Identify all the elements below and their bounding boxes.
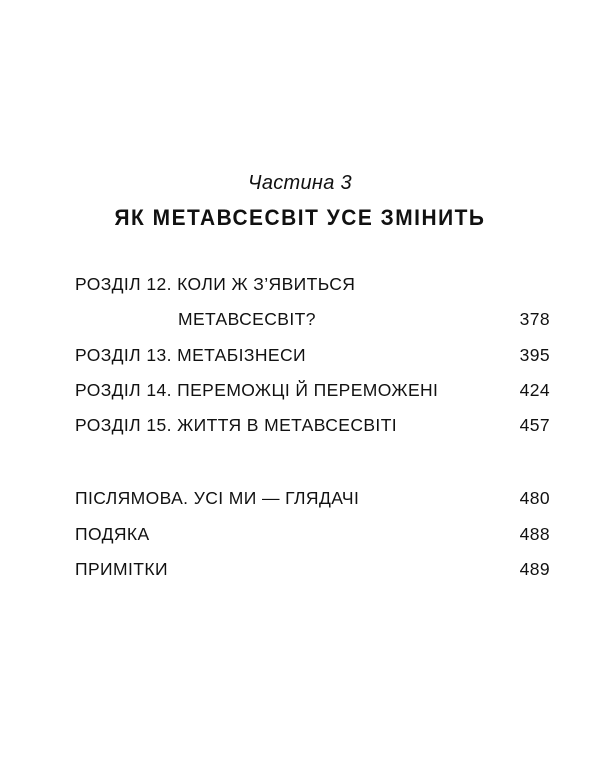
toc-entry-page: 378 (519, 309, 550, 329)
toc-entry-page: 480 (519, 488, 550, 508)
toc-entry-chapter-12-continued (75, 306, 550, 332)
toc-entry-notes (75, 556, 550, 582)
toc-entry-chapter-12 (75, 271, 550, 297)
toc-entry-title: РОЗДІЛ 12. КОЛИ Ж З’ЯВИТЬСЯ (75, 274, 356, 294)
toc-entry-chapter-14 (75, 377, 550, 403)
toc-entry-chapter-15 (75, 412, 550, 438)
toc-entry-title: ПРИМІТКИ (75, 559, 168, 579)
toc-entry-acknowledgements (75, 521, 550, 547)
part-title: ЯК МЕТАВСЕСВІТ УСЕ ЗМІНИТЬ (114, 205, 486, 230)
toc-entry-chapter-13 (75, 342, 550, 368)
toc-entry-title: ПІСЛЯМОВА. УСІ МИ — ГЛЯДАЧІ (75, 488, 360, 508)
toc-entry-title: ПОДЯКА (75, 524, 150, 544)
toc-entry-page: 424 (519, 380, 550, 400)
toc-entry-title: РОЗДІЛ 14. ПЕРЕМОЖЦІ Й ПЕРЕМОЖЕНІ (75, 380, 439, 400)
toc-entry-page: 488 (519, 524, 550, 544)
toc-entry-title: РОЗДІЛ 15. ЖИТТЯ В МЕТАВСЕСВІТІ (75, 415, 398, 435)
part-label: Частина 3 (248, 172, 352, 194)
toc-entry-page: 489 (519, 559, 550, 579)
toc-entry-title: РОЗДІЛ 13. МЕТАБІЗНЕСИ (75, 345, 306, 365)
toc-entry-title: МЕТАВСЕСВІТ? (178, 309, 316, 329)
toc-entry-afterword (75, 485, 550, 511)
toc-entry-page: 457 (519, 415, 550, 435)
toc-entry-page: 395 (519, 345, 550, 365)
